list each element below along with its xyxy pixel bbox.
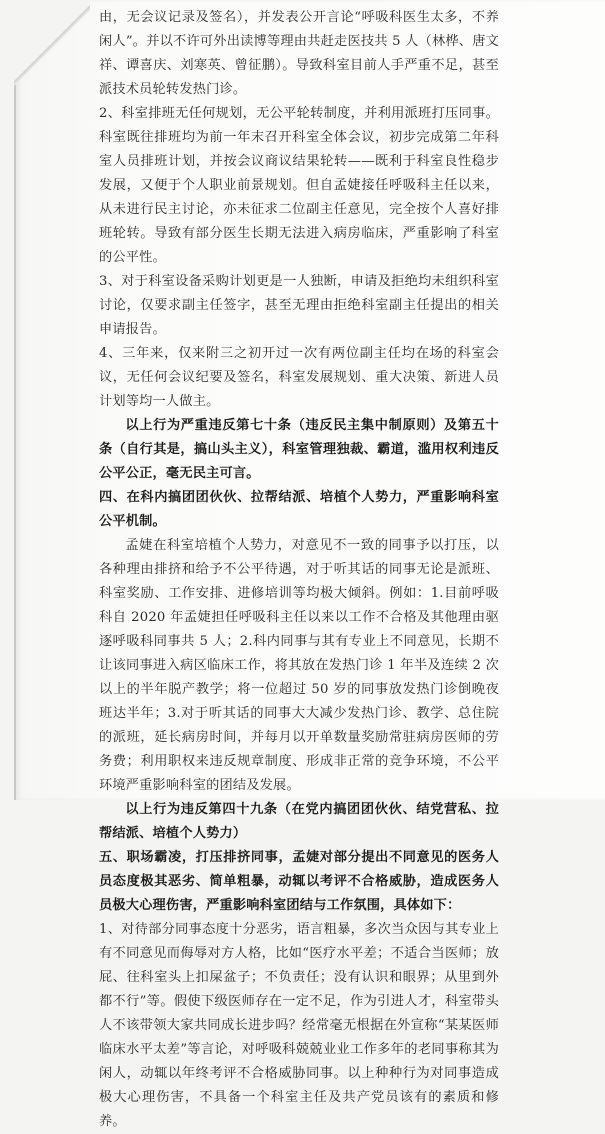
- paragraph-meetings: 4、三年来，仅来附三之初开过一次有两位副主任均在场的科室会议，无任何会议纪要及签名，科室发展规划、重大决策、新进人员计划等均一人做主。: [99, 346, 499, 409]
- conclusion-article-49: 以上行为违反第四十九条（在党内搞团团伙伙、结党营私、拉帮结派、培植个人势力）: [99, 802, 499, 841]
- section-heading-5: 五、职场霸凌，打压排挤同事，孟婕对部分提出不同意见的医务人员态度极其恶劣、简单粗暴，动辄以考评不合格威胁，造成医务人员极大心理伤害，严重影响科室团结与工作氛围，具体如下：: [99, 850, 499, 913]
- paragraph-personnel-dismissal: 由，无会议记录及签名），并发表公开言论“呼吸科医生太多，不养闲人”。并以不许可外出读博等理由共赶走医技共 5 人（林桦、唐文祥、谭喜庆、刘寒英、曾征鹏）。导致科室目前人手严重不足，甚至派技术员轮转发热门诊。: [99, 10, 499, 97]
- paragraph-factionalism: 孟婕在科室培植个人势力，对意见不一致的同事予以打压，以各种理由排挤和给予不公平待遇，对于听其话的同事无论是派班、科室奖励、工作安排、进修培训等均极大倾斜。例如：1.目前呼吸科自 2020 年孟婕担任呼吸科主任以来以工作不合格及其他理由驱逐呼吸科同事共 5 人；2.科内同事与其有专业上不同意见，长期不让该同事进入病区临床工作，将其放在发热门诊 1 年半及连续 2 次以上的半年脱产教学；将一位超过 50 岁的同事放发热门诊倒晚夜班达半年；3.对于听其话的同事大大减少发热门诊、教学、总住院的派班，延长病房时间，并每月以开单数量奖励常驻病房医师的劳务费；利用职权来违反规章制度、形成非正常的竞争环境，不公平环境严重影响科室的团结及发展。: [99, 538, 499, 793]
- paragraph-scheduling: 2、科室排班无任何规划，无公平轮转制度，并利用派班打压同事。科室既往排班均为前一年末召开科室全体会议，初步完成第二年科室人员排班计划，并按会议商议结果轮转——既利于科室良性稳步发展，又便于个人职业前景规划。但自孟婕接任呼吸科主任以来，从未进行民主讨论，亦未征求二位副主任意见，完全按个人喜好排班轮转。导致有部分医生长期无法进入病房临床，严重影响了科室的公平性。: [99, 106, 499, 265]
- folded-page-corner: [14, 0, 90, 88]
- paragraph-workplace-bullying: 1、对待部分同事态度十分恶劣，语言粗暴，多次当众因与其专业上有不同意见而侮辱对方人格，比如“医疗水平差；不适合当医师；放屁、往科室头上扣屎盆子；不负责任；没有认识和眼界；从里到外都不行”等。假使下级医师存在一定不足，作为引进人才，科室带头人不该带领大家共同成长进步吗？经常毫无根据在外宣称“某某医师临床水平太差”等言论，对呼吸科兢兢业业工作多年的老同事称其为闲人，动辄以年终考评不合格威胁同事。以上种种行为对同事造成极大心理伤害，不具备一个科室主任及共产党员该有的素质和修养。: [99, 922, 499, 1129]
- document-body: [99, 6, 499, 1134]
- section-heading-4: 四、在科内搞团团伙伙、拉帮结派、培植个人势力，严重影响科室公平机制。: [99, 490, 499, 529]
- conclusion-article-70: 以上行为严重违反第七十条（违反民主集中制原则）及第五十条（自行其是，搞山头主义），科室管理独裁、霸道，滥用权利违反公平公正，毫无民主可言。: [99, 418, 499, 481]
- paragraph-equipment-procurement: 3、对于科室设备采购计划更是一人独断，申请及拒绝均未组织科室讨论，仅要求副主任签字，甚至无理由拒绝科室副主任提出的相关申请报告。: [99, 274, 499, 337]
